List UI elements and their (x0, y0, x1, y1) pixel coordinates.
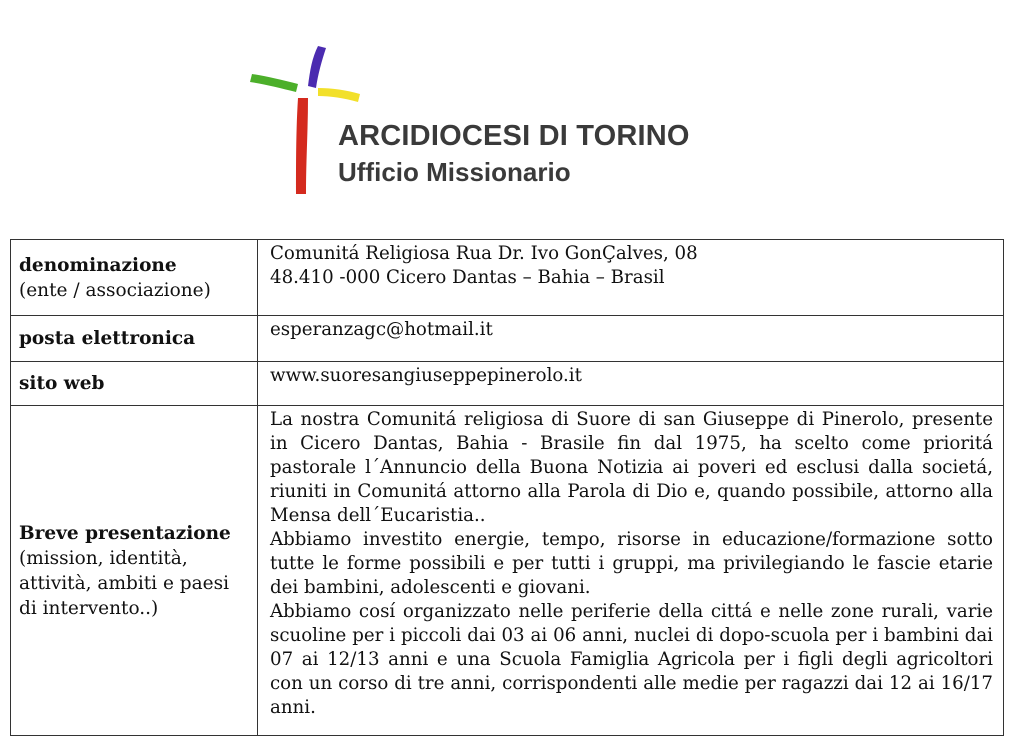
row-denominazione (11, 240, 1004, 316)
email-label: posta elettronica (19, 328, 196, 349)
denominazione-value-line2: 48.410 -000 Cicero Dantas – Bahia – Brasil (270, 267, 665, 288)
email-value: esperanzagc@hotmail.it (270, 319, 493, 340)
logo-title: ARCIDIOCESI DI TORINO (338, 120, 690, 152)
value-cell-email (258, 316, 1004, 362)
diocese-logo (246, 40, 732, 200)
denominazione-value-line1: Comunitá Religiosa Rua Dr. Ivo GonÇalves, 08 (270, 243, 698, 264)
label-cell-presentazione (11, 406, 258, 736)
row-email (11, 316, 1004, 362)
value-cell-website (258, 362, 1004, 406)
presentazione-sublabel-line3: di intervento..) (19, 597, 159, 619)
value-cell-presentazione (258, 406, 1004, 736)
logo-subtitle: Ufficio Missionario (338, 157, 571, 187)
website-value: www.suoresangiuseppepinerolo.it (270, 365, 582, 386)
row-website (11, 362, 1004, 406)
presentazione-sublabel-line2: attività, ambiti e paesi (19, 572, 230, 594)
presentazione-paragraph-3: Abbiamo cosí organizzato nelle periferie della cittá e nelle zone rurali, varie scuoline per i piccoli dai 03 ai 06 anni, nuclei di dopo-scuola per i bambini dai 07 ai 12/13 anni e una Scuola Famiglia Agricola per i figli degli agricoltori con un corso di tre anni, corrispondenti alle medie per ragazzi dai 12 ai 16/17 anni. (270, 601, 993, 718)
presentazione-paragraph-1: La nostra Comunitá religiosa di Suore di san Giuseppe di Pinerolo, presente in Cicero Dantas, Bahia - Brasile fin dal 1975, ha scelto come prioritá pastorale l´Annuncio della Buona Notizia ai poveri ed esclusi dalla societá, riuniti in Comunitá attorno alla Parola di Dio e, quando possibile, attorno alla Mensa dell´Eucaristia.. (270, 409, 993, 526)
row-presentazione (11, 406, 1004, 736)
value-cell-denominazione (258, 240, 1004, 316)
presentazione-paragraph-2: Abbiamo investito energie, tempo, risorse in educazione/formazione sotto tutte le forme possibili e per tutti i gruppi, ma privilegiando le fascie etarie dei bambini, adolescenti e giovani. (270, 529, 993, 598)
denominazione-label: denominazione (19, 254, 177, 276)
denominazione-sublabel: (ente / associazione) (19, 279, 211, 301)
label-cell-website (11, 362, 258, 406)
label-cell-denominazione (11, 240, 258, 316)
presentazione-sublabel-line1: (mission, identità, (19, 547, 188, 569)
info-form-table (10, 239, 1004, 736)
presentazione-label: Breve presentazione (19, 522, 231, 544)
label-cell-email (11, 316, 258, 362)
website-label: sito web (19, 373, 105, 394)
